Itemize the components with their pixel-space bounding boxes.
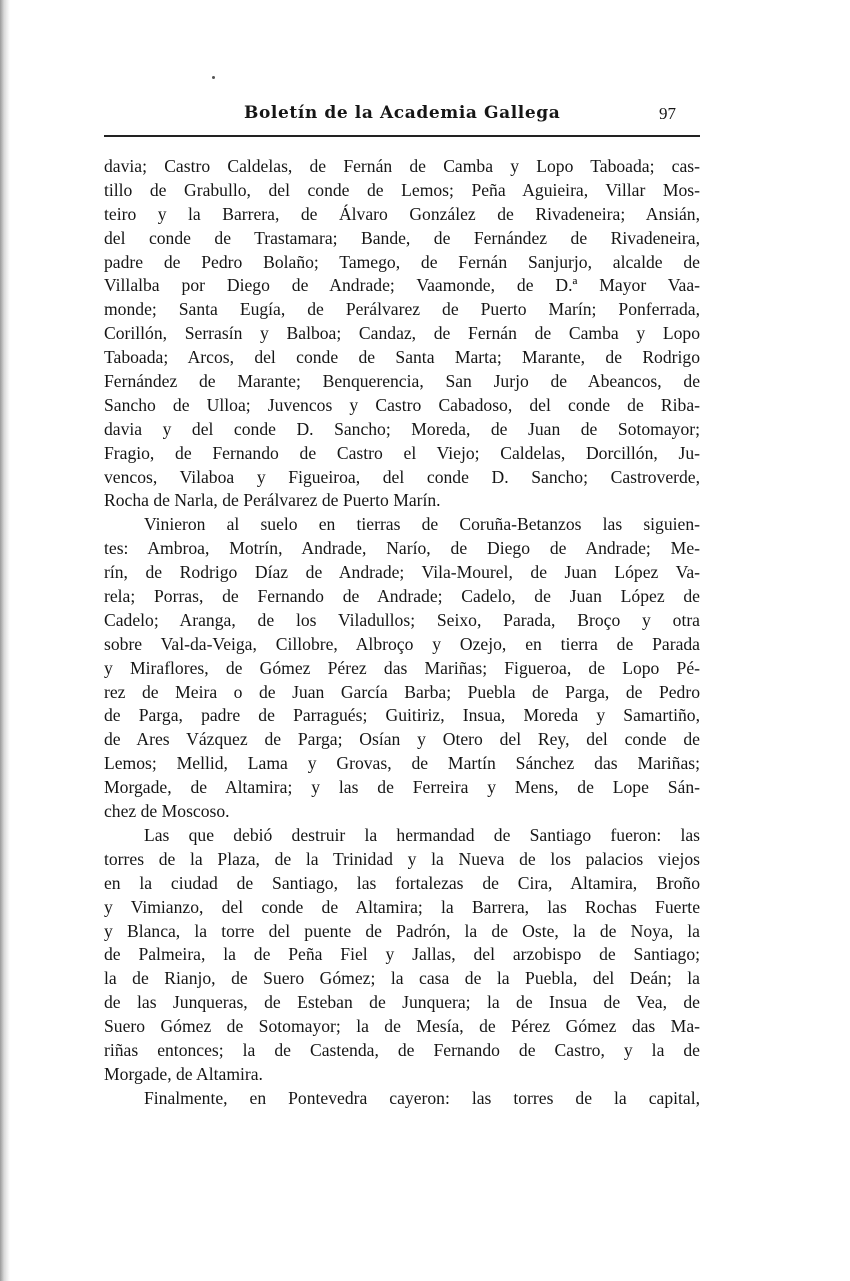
text-line: Las que debió destruir la hermandad de Santiago fueron: las xyxy=(144,824,700,845)
text-line: de Ares Vázquez de Parga; Osían y Otero del Rey, del conde de xyxy=(104,729,700,750)
text-line: de las Junqueras, de Esteban de Junquera; la de Insua de Vea, de xyxy=(104,992,700,1013)
text-line: Corillón, Serrasín y Balboa; Candaz, de Fernán de Camba y Lopo xyxy=(104,323,700,344)
text-line: en la ciudad de Santiago, las fortalezas de Cira, Altamira, Broño xyxy=(104,872,700,893)
text-line: riñas entonces; la de Castenda, de Fernando de Castro, y la de xyxy=(104,1039,700,1060)
text-line: torres de la Plaza, de la Trinidad y la Nueva de los palacios viejos xyxy=(104,848,700,869)
text-line: del conde de Trastamara; Bande, de Fernández de Rivadeneira, xyxy=(104,227,700,248)
text-line: rín, de Rodrigo Díaz de Andrade; Vila-Mourel, de Juan López Va- xyxy=(104,562,700,583)
text-line: rela; Porras, de Fernando de Andrade; Cadelo, de Juan López de xyxy=(104,586,700,607)
text-line: vencos, Vilaboa y Figueiroa, del conde D. Sancho; Castroverde, xyxy=(104,466,700,487)
text-line: Sancho de Ulloa; Juvencos y Castro Cabadoso, del conde de Riba- xyxy=(104,394,700,415)
text-line: Cadelo; Aranga, de los Viladullos; Seixo, Parada, Broço y otra xyxy=(104,609,700,630)
text-line: tillo de Grabullo, del conde de Lemos; Peña Aguieira, Villar Mos- xyxy=(104,179,700,200)
text-line: tes: Ambroa, Motrín, Andrade, Narío, de Diego de Andrade; Me- xyxy=(104,538,700,559)
text-line: Vinieron al suelo en tierras de Coruña-Betanzos las siguien- xyxy=(144,514,700,535)
text-line: de Palmeira, la de Peña Fiel y Jallas, del arzobispo de Santiago; xyxy=(104,944,700,965)
text-line: Fragio, de Fernando de Castro el Viejo; Caldelas, Dorcillón, Ju- xyxy=(104,442,700,463)
text-line: davia y del conde D. Sancho; Moreda, de Juan de Sotomayor; xyxy=(104,418,700,439)
text-line: padre de Pedro Bolaño; Tamego, de Fernán Sanjurjo, alcalde de xyxy=(104,251,700,272)
text-line: teiro y la Barrera, de Álvaro González de Rivadeneira; Ansián, xyxy=(104,203,700,224)
header-rule xyxy=(104,135,700,137)
text-line: sobre Val-da-Veiga, Cillobre, Albroço y Ozejo, en tierra de Parada xyxy=(104,633,700,654)
scan-shadow-edge xyxy=(0,0,10,1281)
text-line: y Vimianzo, del conde de Altamira; la Barrera, las Rochas Fuerte xyxy=(104,896,700,917)
ink-speck xyxy=(212,76,215,79)
text-line: Villalba por Diego de Andrade; Vaamonde, de D.ª Mayor Vaa- xyxy=(104,275,700,296)
text-line: davia; Castro Caldelas, de Fernán de Camba y Lopo Taboada; cas- xyxy=(104,156,700,176)
text-line: Morgade, de Altamira. xyxy=(104,1063,263,1084)
text-line: y Miraflores, de Gómez Pérez das Mariñas; Figueroa, de Lopo Pé- xyxy=(104,657,700,678)
page-number: 97 xyxy=(659,104,676,123)
text-line: chez de Moscoso. xyxy=(104,801,230,822)
running-header xyxy=(104,103,700,139)
text-line: la de Rianjo, de Suero Gómez; la casa de la Puebla, del Deán; la xyxy=(104,968,700,989)
text-line: monde; Santa Eugía, de Perálvarez de Puerto Marín; Ponferrada, xyxy=(104,299,700,320)
text-line: de Parga, padre de Parragués; Guitiriz, Insua, Moreda y Samartiño, xyxy=(104,705,700,726)
body-text xyxy=(104,155,700,1111)
text-line: Rocha de Narla, de Perálvarez de Puerto Marín. xyxy=(104,490,441,511)
text-line: Finalmente, en Pontevedra cayeron: las torres de la capital, xyxy=(144,1087,700,1108)
text-line: Morgade, de Altamira; y las de Ferreira y Mens, de Lope Sán- xyxy=(104,777,700,798)
text-line: y Blanca, la torre del puente de Padrón, la de Oste, la de Noya, la xyxy=(104,920,700,941)
text-line: Lemos; Mellid, Lama y Grovas, de Martín Sánchez das Mariñas; xyxy=(104,753,700,774)
journal-title: Boletín de la Academia Gallega xyxy=(244,103,561,123)
text-line: Fernández de Marante; Benquerencia, San Jurjo de Abeancos, de xyxy=(104,371,700,392)
text-line: rez de Meira o de Juan García Barba; Puebla de Parga, de Pedro xyxy=(104,681,700,702)
text-line: Suero Gómez de Sotomayor; la de Mesía, de Pérez Gómez das Ma- xyxy=(104,1016,700,1037)
text-line: Taboada; Arcos, del conde de Santa Marta; Marante, de Rodrigo xyxy=(104,347,700,368)
